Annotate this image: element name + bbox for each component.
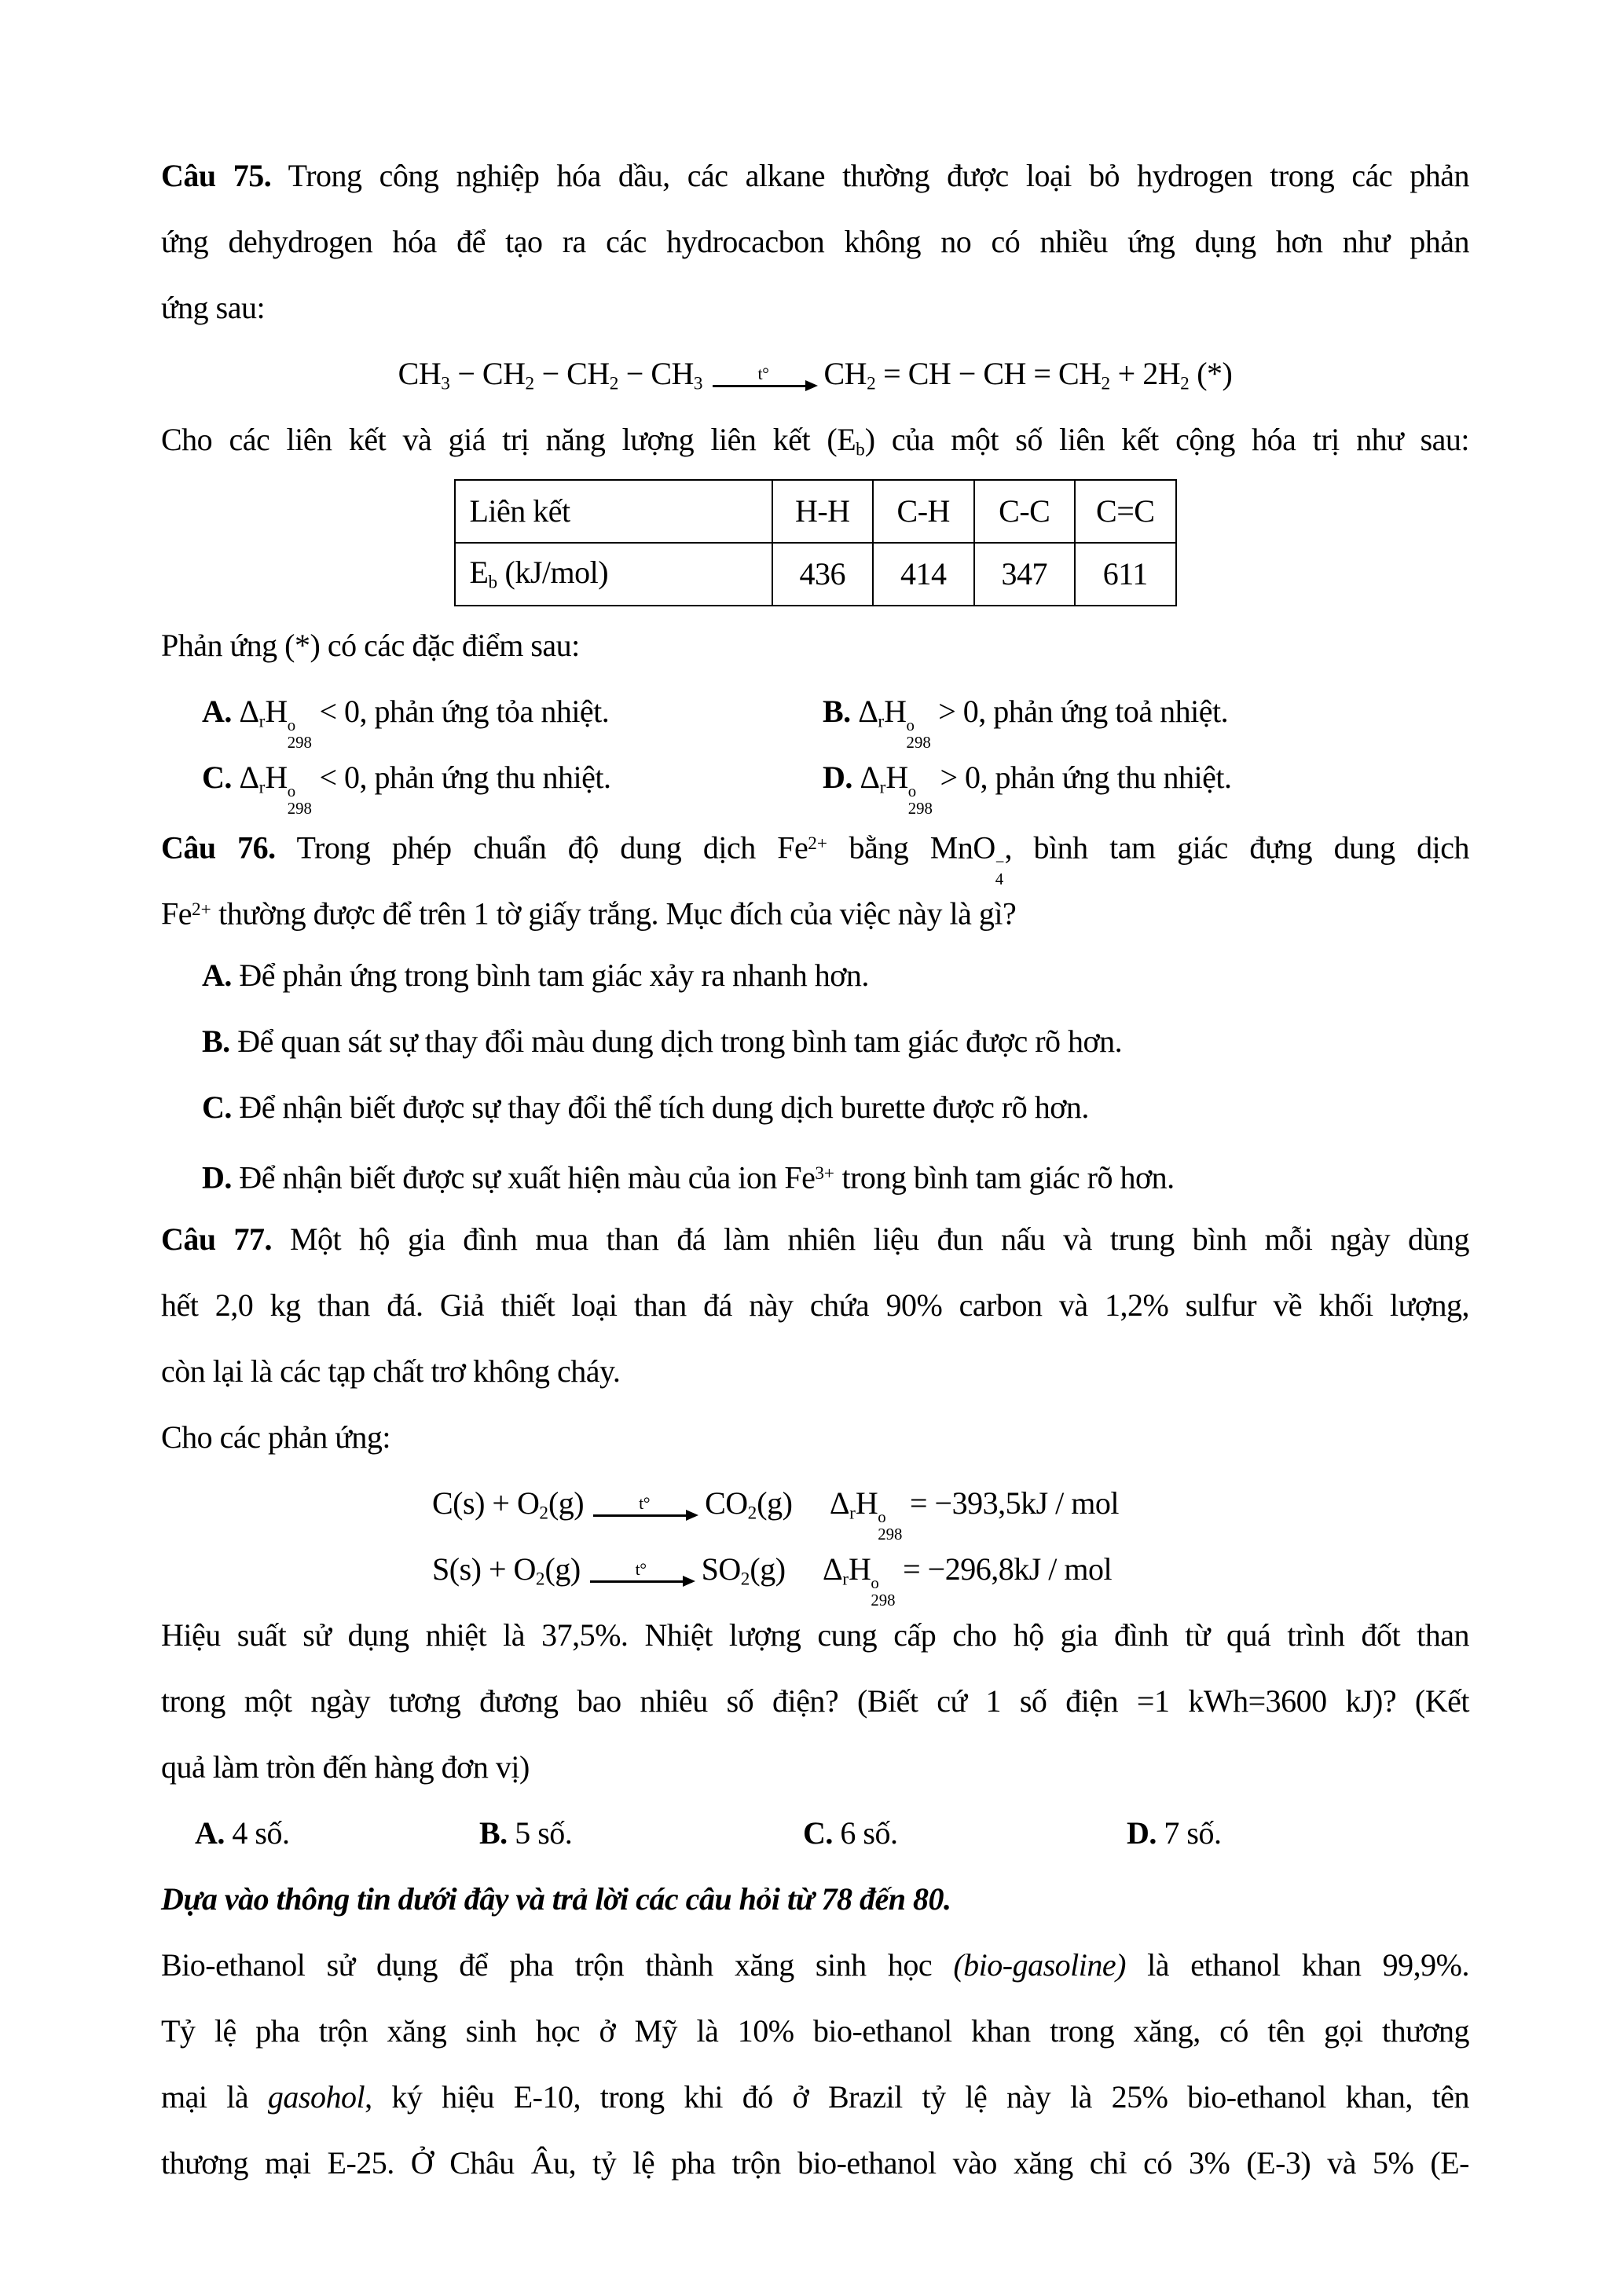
q75-options-row-2	[161, 745, 1469, 818]
q77-reactions-intro: Cho các phản ứng:	[161, 1419, 390, 1455]
q75-bond-energy-intro: Cho các liên kết và giá trị năng lượng liên kết $(E_b)$ của một số liên kết cộng hóa trị như sau:	[161, 422, 1469, 460]
q77-option-a: A. 4 số.	[195, 1815, 290, 1851]
q75-text-line-3: ứng sau:	[161, 290, 266, 325]
bond-header-cdc: C=C	[1075, 480, 1176, 543]
q75-text-line-2: ứng dehydrogen hóa để tạo ra các hydrocacbon không no có nhiều ứng dụng hơn như phản	[161, 224, 1469, 259]
q76-option-d: D. Để nhận biết được sự xuất hiện màu của ion $Fe^{3+}$ trong bình tam giác rõ hơn.	[202, 1159, 1175, 1196]
passage-line-1: Bio-ethanol sử dụng để pha trộn thành xăng sinh học (bio-gasoline) là ethanol khan 99,9%.	[161, 1947, 1469, 1983]
passage-heading: Dựa vào thông tin dưới đây và trả lời các câu hỏi từ 78 đến 80.	[161, 1881, 951, 1917]
bond-energy-ch: 414	[873, 543, 974, 606]
bond-energy-hh: 436	[772, 543, 874, 606]
bond-header-hh: H-H	[772, 480, 874, 543]
bond-energy-cdc: 611	[1075, 543, 1176, 606]
bond-energy-header-row	[455, 480, 1176, 543]
passage-line-4: thương mại E-25. Ở Châu Âu, tỷ lệ pha trộn bio-ethanol vào xăng chỉ có 3% (E-3) và 5% (E-	[161, 2145, 1469, 2181]
q77-option-c: C. 6 số.	[803, 1815, 898, 1851]
q77-text-line-3: còn lại là các tạp chất trơ không cháy.	[161, 1353, 621, 1389]
passage-line-2: Tỷ lệ pha trộn xăng sinh học ở Mỹ là 10% bio-ethanol khan trong xăng, có tên gọi thương	[161, 2013, 1469, 2049]
q77-text-line-6: quả làm tròn đến hàng đơn vị)	[161, 1749, 530, 1785]
q77-text-line-1: Câu 77. Một hộ gia đình mua than đá làm nhiên liệu đun nấu và trung bình mỗi ngày dùng	[161, 1221, 1469, 1257]
q77-sulfur-combustion-equation: $S(s) + O_2(g)$ t° $SO_2(g)$ $\Delta_rH$ o 298 = −296,8kJ / mol	[432, 1551, 1113, 1610]
q76-text-line-2: $Fe^{2+}$ thường được để trên 1 tờ giấy trắng. Mục đích của việc này là gì?	[161, 895, 1017, 932]
q75-option-c: C. $\Delta_rH$ o 298 < 0, phản ứng thu nhiệt.	[202, 760, 611, 818]
q77-text-line-5: trong một ngày tương đương bao nhiêu số điện? (Biết cứ 1 số điện =1 kWh=3600 kJ)? (Kết	[161, 1683, 1469, 1719]
q76-text-line-1: Câu 76. Trong phép chuẩn độ dung dịch $Fe^{2+}$ bằng MnO − 4 , bình tam giác đựng dung dịch	[161, 829, 1469, 888]
bond-energy-table	[454, 479, 1177, 606]
bond-energy-cc: 347	[974, 543, 1076, 606]
q76-option-b: B. Để quan sát sự thay đổi màu dung dịch trong bình tam giác được rõ hơn.	[202, 1023, 1123, 1059]
q76-option-c: C. Để nhận biết được sự thay đổi thể tích dung dịch burette được rõ hơn.	[202, 1089, 1089, 1125]
q75-option-d: D. $\Delta_rH$ o 298 > 0, phản ứng thu nhiệt.	[823, 760, 1232, 818]
bond-header-ch: C-H	[873, 480, 974, 543]
bond-energy-row-label: $E_b$ (kJ/mol)	[455, 543, 772, 606]
q75-reaction-equation: $CH_3 - CH_2 - CH_2 - CH_3$ t° $CH_2$ = CH − CH = $CH_2 + 2H_2$ (*)	[398, 356, 1233, 394]
q77-carbon-combustion-equation: $C(s) + O_2(g)$ t° $CO_2(g)$ $\Delta_rH$ o 298 = −393,5kJ / mol	[432, 1485, 1119, 1544]
q75-features-line: Phản ứng (*) có các đặc điểm sau:	[161, 628, 580, 663]
q75-option-a: A. $\Delta_rH$ o 298 < 0, phản ứng tỏa nhiệt.	[202, 694, 610, 753]
bond-header-label: Liên kết	[455, 480, 772, 543]
bond-energy-value-row	[455, 543, 1176, 606]
bond-header-cc: C-C	[974, 480, 1076, 543]
q75-option-b: B. $\Delta_rH$ o 298 > 0, phản ứng toả nhiệt.	[823, 694, 1229, 753]
q77-text-line-2: hết 2,0 kg than đá. Giả thiết loại than đá này chứa 90% carbon và 1,2% sulfur về khối lượng,	[161, 1287, 1469, 1323]
q75-text-line-1: Câu 75. Trong công nghiệp hóa dầu, các alkane thường được loại bỏ hydrogen trong các phản	[161, 158, 1469, 193]
q77-options-row	[161, 1800, 1469, 1866]
q77-option-b: B. 5 số.	[479, 1815, 573, 1851]
q77-option-d: D. 7 số.	[1127, 1815, 1222, 1851]
q75-options-row-1	[161, 679, 1469, 753]
passage-line-3: mại là gasohol, ký hiệu E-10, trong khi đó ở Brazil tỷ lệ này là 25% bio-ethanol khan, tên	[161, 2079, 1469, 2115]
q77-text-line-4: Hiệu suất sử dụng nhiệt là 37,5%. Nhiệt lượng cung cấp cho hộ gia đình từ quá trình đốt than	[161, 1617, 1469, 1653]
q76-option-a: A. Để phản ứng trong bình tam giác xảy ra nhanh hơn.	[202, 958, 869, 993]
